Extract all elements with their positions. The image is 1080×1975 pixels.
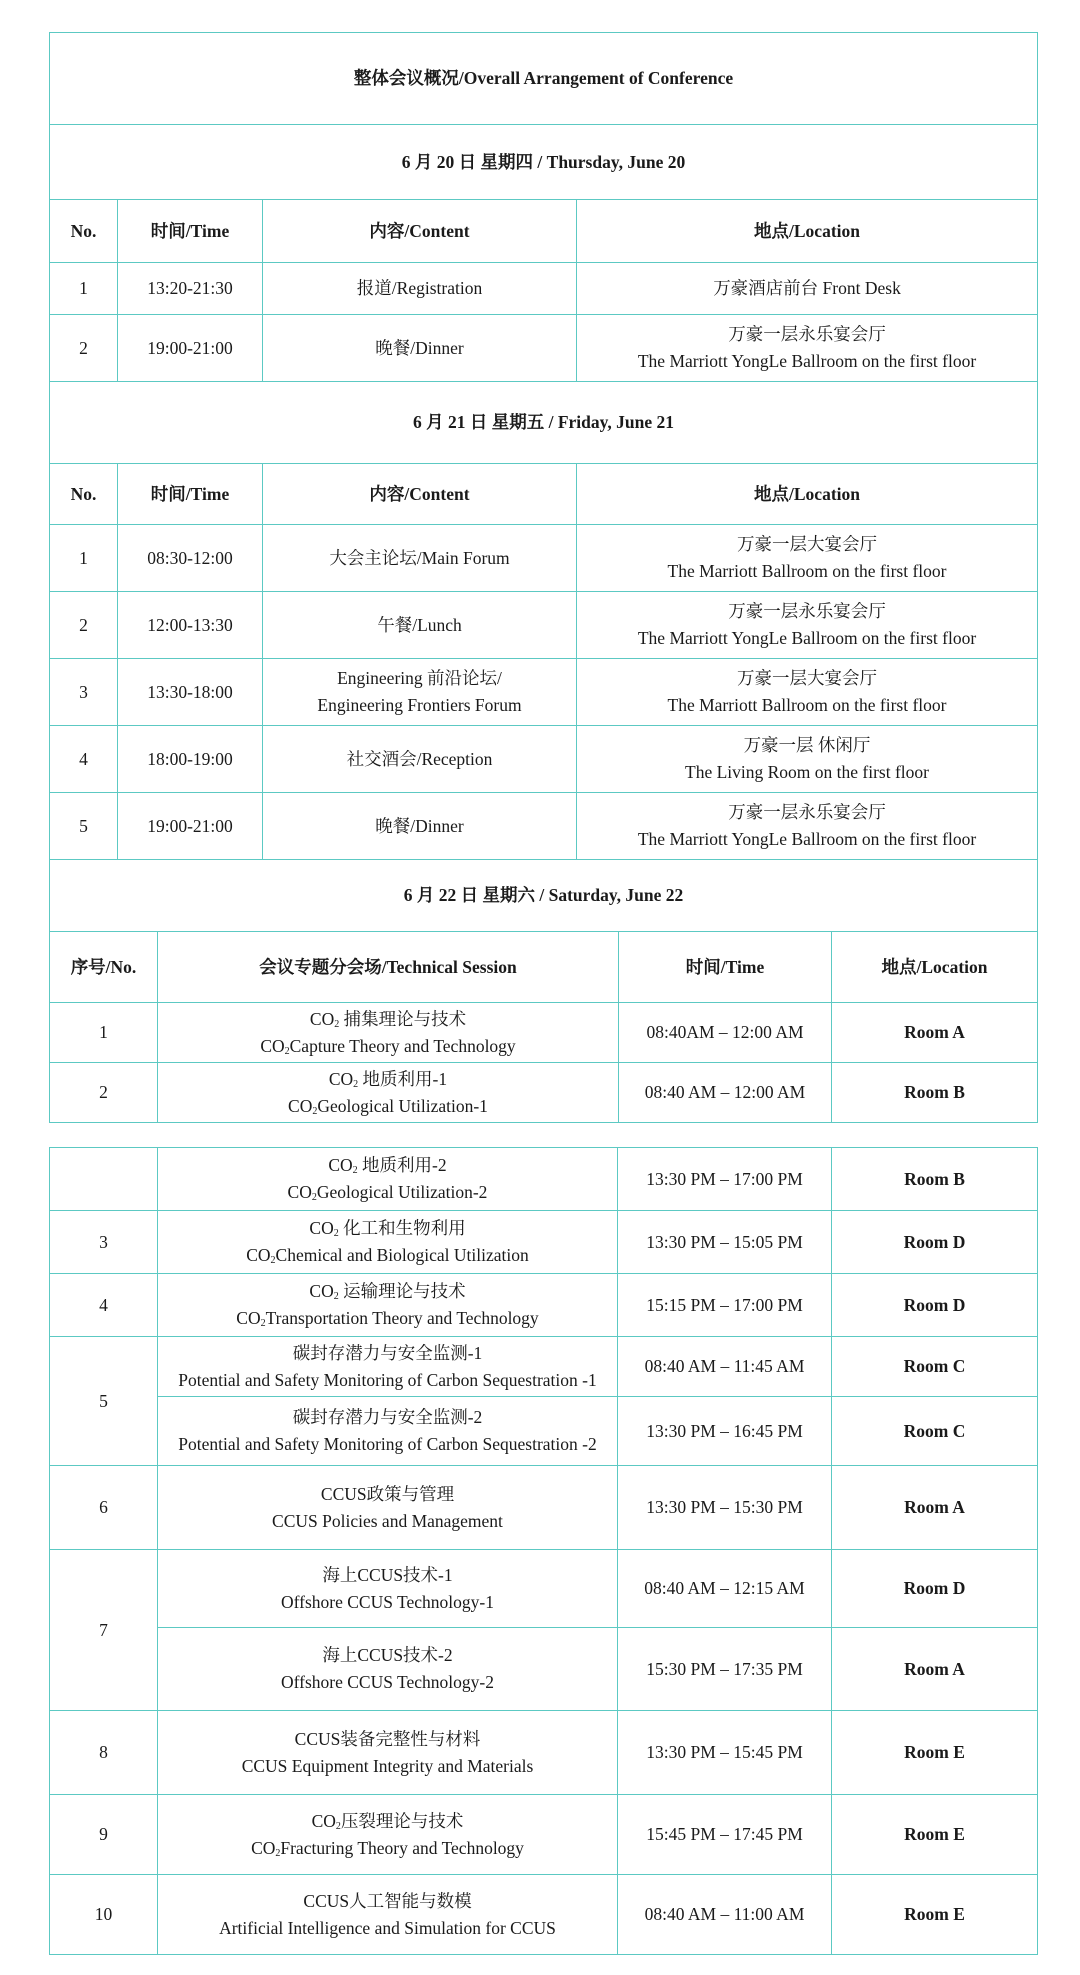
table-row bbox=[50, 1337, 1038, 1397]
row-number: 4 bbox=[50, 1274, 158, 1337]
session-zh: $CO_2$压裂理论与技术 bbox=[311, 1810, 464, 1832]
row-number: 1 bbox=[50, 263, 118, 315]
col-location-header: 地点/Location bbox=[832, 932, 1038, 1003]
day1-heading: 6 月 20 日 星期四 / Thursday, June 20 bbox=[50, 125, 1038, 200]
row-room: Room E bbox=[832, 1795, 1038, 1875]
row-session bbox=[158, 1795, 618, 1875]
row-number: 5 bbox=[50, 793, 118, 860]
row-time: 13:30 PM – 15:45 PM bbox=[618, 1711, 832, 1795]
row-location bbox=[577, 525, 1038, 592]
table-row bbox=[50, 1063, 1038, 1123]
col-no-header: No. bbox=[50, 200, 118, 263]
row-room: Room A bbox=[832, 1466, 1038, 1550]
page-title: 整体会议概况/Overall Arrangement of Conference bbox=[50, 33, 1038, 125]
location-zh: 万豪一层永乐宴会厅 bbox=[728, 601, 886, 621]
col-session-header: 会议专题分会场/Technical Session bbox=[158, 932, 619, 1003]
row-session bbox=[158, 1628, 618, 1711]
session-en: Artificial Intelligence and Simulation for CCUS bbox=[219, 1917, 556, 1938]
row-time: 15:30 PM – 17:35 PM bbox=[618, 1628, 832, 1711]
row-number: 1 bbox=[50, 525, 118, 592]
row-room: Room B bbox=[832, 1063, 1038, 1123]
session-en: $CO_2Geological$ Utilization-2 bbox=[287, 1182, 488, 1203]
row-number: 6 bbox=[50, 1466, 158, 1550]
session-en: $CO_2Chemical$ and Biological Utilization bbox=[246, 1245, 529, 1266]
row-time: 13:20-21:30 bbox=[118, 263, 263, 315]
table-row bbox=[50, 1148, 1038, 1211]
session-zh: $CO_2$ 地质利用-2 bbox=[328, 1155, 447, 1176]
table-row bbox=[50, 525, 1038, 592]
table-row bbox=[50, 592, 1038, 659]
location-en: The Marriott YongLe Ballroom on the first floor bbox=[637, 628, 977, 648]
row-number: 9 bbox=[50, 1795, 158, 1875]
col-content-header: 内容/Content bbox=[263, 200, 577, 263]
location-zh: 万豪一层 休闲厅 bbox=[743, 735, 871, 755]
row-room: Room C bbox=[832, 1397, 1038, 1466]
location-en: The Living Room on the first floor bbox=[685, 762, 929, 782]
col-location-header: 地点/Location bbox=[577, 464, 1038, 525]
schedule-table-continued bbox=[49, 1147, 1038, 1955]
session-zh: $CO_2$ 捕集理论与技术 bbox=[309, 1008, 467, 1030]
session-en: Potential and Safety Monitoring of Carbon Sequestration -2 bbox=[178, 1434, 597, 1454]
table-row bbox=[50, 1274, 1038, 1337]
session-en: Offshore CCUS Technology-1 bbox=[281, 1591, 494, 1612]
day-heading-row bbox=[50, 860, 1038, 932]
table-row bbox=[50, 1875, 1038, 1955]
row-session bbox=[158, 1063, 619, 1123]
col-no-header: 序号/No. bbox=[50, 932, 158, 1003]
day2-heading: 6 月 21 日 星期五 / Friday, June 21 bbox=[50, 382, 1038, 464]
row-time: 15:45 PM – 17:45 PM bbox=[618, 1795, 832, 1875]
session-zh: 海上CCUS技术-1 bbox=[322, 1564, 453, 1585]
table-row bbox=[50, 315, 1038, 382]
row-content: 晚餐/Dinner bbox=[263, 315, 577, 382]
session-en: Offshore CCUS Technology-2 bbox=[281, 1672, 494, 1692]
table-row bbox=[50, 1550, 1038, 1628]
session-en: Potential and Safety Monitoring of Carbon Sequestration -1 bbox=[178, 1369, 597, 1390]
row-session bbox=[158, 1397, 618, 1466]
location-zh: 万豪一层大宴会厅 bbox=[737, 668, 877, 688]
row-time: 08:40 AM – 12:00 AM bbox=[619, 1063, 832, 1123]
row-time: 13:30 PM – 15:30 PM bbox=[618, 1466, 832, 1550]
row-time: 19:00-21:00 bbox=[118, 315, 263, 382]
session-zh: CCUS政策与管理 bbox=[320, 1483, 455, 1504]
table-row bbox=[50, 1711, 1038, 1795]
day3-header-row bbox=[50, 932, 1038, 1003]
row-number: 1 bbox=[50, 1003, 158, 1063]
row-number bbox=[50, 1148, 158, 1211]
row-time: 13:30 PM – 15:05 PM bbox=[618, 1211, 832, 1274]
row-room: Room C bbox=[832, 1337, 1038, 1397]
row-number: 2 bbox=[50, 315, 118, 382]
row-time: 08:40AM – 12:00 AM bbox=[619, 1003, 832, 1063]
row-session bbox=[158, 1711, 618, 1795]
row-location bbox=[577, 659, 1038, 726]
row-time: 12:00-13:30 bbox=[118, 592, 263, 659]
row-time: 18:00-19:00 bbox=[118, 726, 263, 793]
row-session bbox=[158, 1148, 618, 1211]
row-session bbox=[158, 1274, 618, 1337]
location-en: The Marriott YongLe Ballroom on the first floor bbox=[637, 351, 977, 371]
title-row bbox=[50, 33, 1038, 125]
table-row bbox=[50, 263, 1038, 315]
row-time: 08:40 AM – 12:15 AM bbox=[618, 1550, 832, 1628]
table-row bbox=[50, 1211, 1038, 1274]
day1-header-row bbox=[50, 200, 1038, 263]
col-time-header: 时间/Time bbox=[118, 464, 263, 525]
session-en: CCUS Policies and Management bbox=[272, 1510, 503, 1531]
row-time: 19:00-21:00 bbox=[118, 793, 263, 860]
session-zh: $CO_2$ 地质利用-1 bbox=[328, 1068, 448, 1090]
row-room: Room A bbox=[832, 1003, 1038, 1063]
row-session bbox=[158, 1337, 618, 1397]
session-en: $CO_2Geological$ Utilization-1 bbox=[288, 1095, 488, 1117]
row-time: 13:30 PM – 16:45 PM bbox=[618, 1397, 832, 1466]
session-en: $CO_2Capture$ Theory and Technology bbox=[260, 1035, 516, 1057]
row-location bbox=[577, 726, 1038, 793]
col-location-header: 地点/Location bbox=[577, 200, 1038, 263]
row-time: 08:40 AM – 11:00 AM bbox=[618, 1875, 832, 1955]
row-room: Room E bbox=[832, 1875, 1038, 1955]
row-time: 13:30 PM – 17:00 PM bbox=[618, 1148, 832, 1211]
session-zh: 海上CCUS技术-2 bbox=[322, 1645, 453, 1665]
row-location bbox=[577, 793, 1038, 860]
row-number: 10 bbox=[50, 1875, 158, 1955]
row-time: 08:40 AM – 11:45 AM bbox=[618, 1337, 832, 1397]
session-en: $CO_2Transportation$ Theory and Technology bbox=[236, 1308, 539, 1329]
table-row bbox=[50, 1795, 1038, 1875]
row-content: 社交酒会/Reception bbox=[263, 726, 577, 793]
row-content: 午餐/Lunch bbox=[263, 592, 577, 659]
content-line-1: Engineering 前沿论坛/ bbox=[337, 668, 502, 688]
col-content-header: 内容/Content bbox=[263, 464, 577, 525]
day2-header-row bbox=[50, 464, 1038, 525]
row-time: 15:15 PM – 17:00 PM bbox=[618, 1274, 832, 1337]
row-number: 2 bbox=[50, 592, 118, 659]
table-row bbox=[50, 1003, 1038, 1063]
row-number: 3 bbox=[50, 659, 118, 726]
row-session bbox=[158, 1003, 619, 1063]
col-no-header: No. bbox=[50, 464, 118, 525]
location-en: The Marriott Ballroom on the first floor bbox=[667, 561, 947, 581]
day-heading-row bbox=[50, 382, 1038, 464]
row-number: 4 bbox=[50, 726, 118, 793]
row-location bbox=[577, 592, 1038, 659]
row-room: Room D bbox=[832, 1211, 1038, 1274]
row-room: Room D bbox=[832, 1550, 1038, 1628]
row-location: 万豪酒店前台 Front Desk bbox=[577, 263, 1038, 315]
row-number: 8 bbox=[50, 1711, 158, 1795]
row-session bbox=[158, 1875, 618, 1955]
day3-heading: 6 月 22 日 星期六 / Saturday, June 22 bbox=[50, 860, 1038, 932]
row-content: 大会主论坛/Main Forum bbox=[263, 525, 577, 592]
table-row bbox=[50, 1628, 1038, 1711]
table-row bbox=[50, 659, 1038, 726]
session-en: CCUS Equipment Integrity and Materials bbox=[241, 1755, 534, 1776]
session-zh: 碳封存潜力与安全监测-1 bbox=[292, 1342, 483, 1363]
row-time: 08:30-12:00 bbox=[118, 525, 263, 592]
row-time: 13:30-18:00 bbox=[118, 659, 263, 726]
row-number: 3 bbox=[50, 1211, 158, 1274]
session-zh: 碳封存潜力与安全监测-2 bbox=[292, 1407, 483, 1427]
session-zh: $CO_2$ 化工和生物利用 bbox=[309, 1218, 466, 1239]
row-session bbox=[158, 1466, 618, 1550]
location-zh: 万豪一层大宴会厅 bbox=[737, 534, 877, 554]
row-room: Room D bbox=[832, 1274, 1038, 1337]
table-row bbox=[50, 726, 1038, 793]
row-session bbox=[158, 1211, 618, 1274]
row-number: 2 bbox=[50, 1063, 158, 1123]
session-en: $CO_2Fracturing$ Theory and Technology bbox=[251, 1837, 524, 1859]
row-room: Room A bbox=[832, 1628, 1038, 1711]
row-number: 5 bbox=[50, 1337, 158, 1466]
row-session bbox=[158, 1550, 618, 1628]
location-zh: 万豪一层永乐宴会厅 bbox=[728, 802, 886, 822]
schedule-table-main bbox=[49, 32, 1038, 1123]
col-time-header: 时间/Time bbox=[118, 200, 263, 263]
session-zh: $CO_2$ 运输理论与技术 bbox=[309, 1281, 466, 1302]
col-time-header: 时间/Time bbox=[619, 932, 832, 1003]
day-heading-row bbox=[50, 125, 1038, 200]
location-en: The Marriott YongLe Ballroom on the first floor bbox=[637, 829, 977, 849]
row-content bbox=[263, 659, 577, 726]
table-row bbox=[50, 793, 1038, 860]
row-content: 晚餐/Dinner bbox=[263, 793, 577, 860]
row-number: 7 bbox=[50, 1550, 158, 1711]
row-content: 报道/Registration bbox=[263, 263, 577, 315]
session-zh: CCUS装备完整性与材料 bbox=[294, 1728, 481, 1749]
location-zh: 万豪一层永乐宴会厅 bbox=[728, 324, 886, 344]
table-row bbox=[50, 1397, 1038, 1466]
content-line-2: Engineering Frontiers Forum bbox=[317, 695, 522, 715]
row-location bbox=[577, 315, 1038, 382]
table-row bbox=[50, 1466, 1038, 1550]
location-en: The Marriott Ballroom on the first floor bbox=[667, 695, 947, 715]
session-zh: CCUS人工智能与数模 bbox=[303, 1890, 472, 1911]
row-room: Room E bbox=[832, 1711, 1038, 1795]
row-room: Room B bbox=[832, 1148, 1038, 1211]
